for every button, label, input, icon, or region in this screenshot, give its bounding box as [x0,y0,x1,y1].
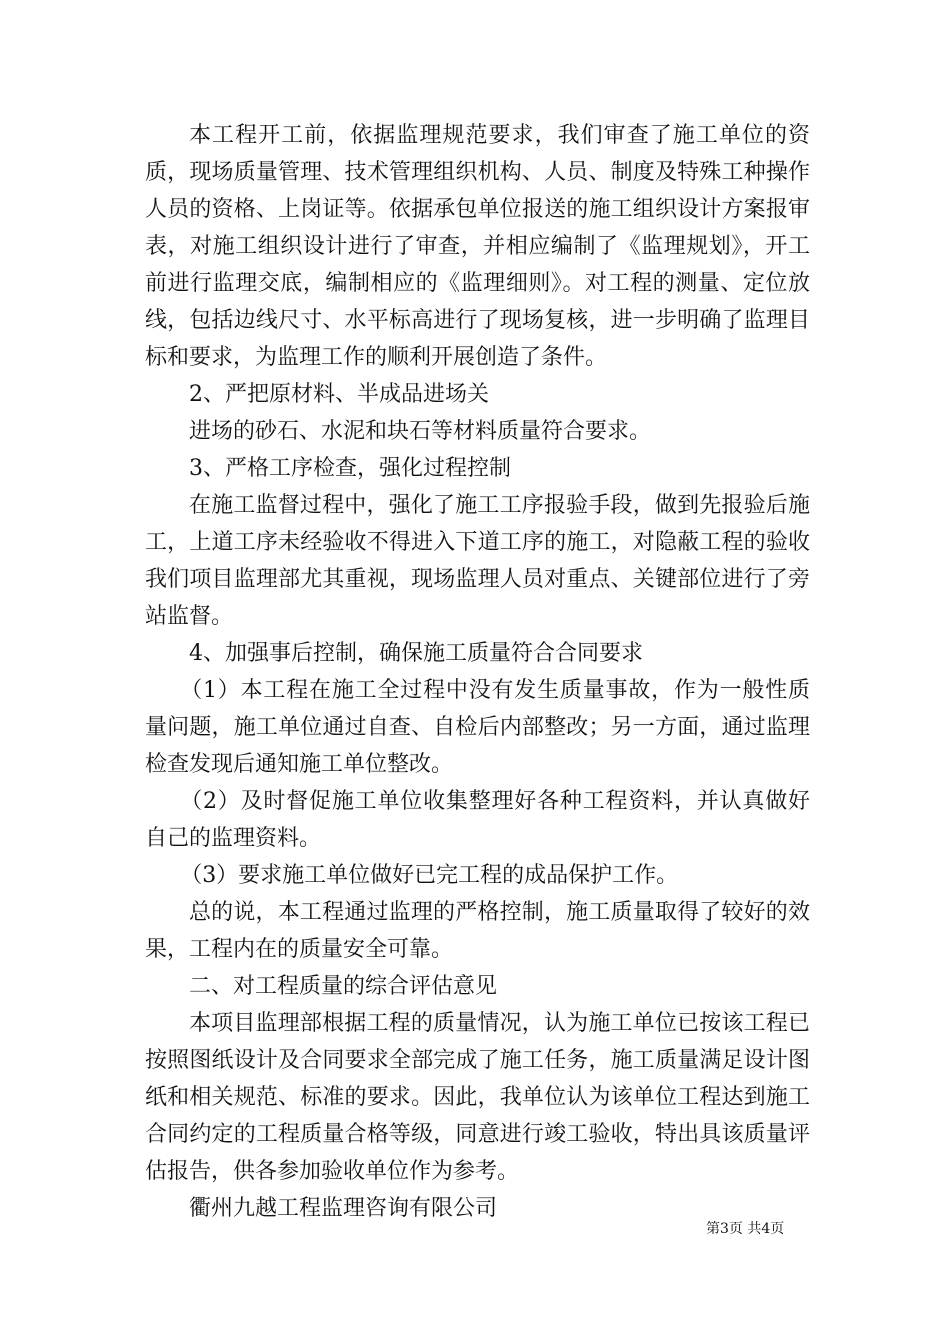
paragraph-item-3: （3）要求施工单位做好已完工程的成品保护工作。 [180,863,679,888]
heading-process-control: 3、严格工序检查，强化过程控制 [189,456,511,481]
heading-materials: 2、严把原材料、半成品进场关 [189,382,489,407]
paragraph-summary: 总的说，本工程通过监理的严格控制，施工质量取得了较好的效果，工程内在的质量安全可靠。 [145,900,810,962]
paragraph-evaluation: 本项目监理部根据工程的质量情况，认为施工单位已按该工程已按照图纸设计及合同要求全部完成了施工任务，施工质量满足设计图纸和相关规范、标准的要求。因此，我单位认为该单位工程达到施工合同约定的工程质量合格等级，同意进行竣工验收，特出具该质量评估报告，供各参加验收单位作为参考。 [145,1011,810,1184]
company-signature: 衢州九越工程监理咨询有限公司 [189,1196,498,1221]
paragraph-item-1: （1）本工程在施工全过程中没有发生质量事故，作为一般性质量问题，施工单位通过自查、自检后内部整改；另一方面，通过监理检查发现后通知施工单位整改。 [145,678,810,777]
heading-evaluation: 二、对工程质量的综合评估意见 [189,974,498,999]
heading-post-control: 4、加强事后控制，确保施工质量符合合同要求 [189,641,643,666]
paragraph-opening: 本工程开工前，依据监理规范要求，我们审查了施工单位的资质，现场质量管理、技术管理组织机构、人员、制度及特殊工种操作人员的资格、上岗证等。依据承包单位报送的施工组织设计方案报审表，对施工组织设计进行了审查，并相应编制了《监理规划》，开工前进行监理交底，编制相应的《监理细则》。对工程的测量、定位放线，包括边线尺寸、水平标高进行了现场复核，进一步明确了监理目标和要求，为监理工作的顺利开展创造了条件。 [145,123,810,370]
document-body [145,117,810,1227]
paragraph-materials: 进场的砂石、水泥和块石等材料质量符合要求。 [189,419,652,444]
paragraph-process-control: 在施工监督过程中，强化了施工工序报验手段，做到先报验后施工，上道工序未经验收不得进入下道工序的施工，对隐蔽工程的验收我们项目监理部尤其重视，现场监理人员对重点、关键部位进行了旁站监督。 [145,493,810,629]
paragraph-item-2: （2）及时督促施工单位收集整理好各种工程资料，并认真做好自己的监理资料。 [145,789,810,851]
page-number: 第3页 共4页 [706,1221,785,1237]
